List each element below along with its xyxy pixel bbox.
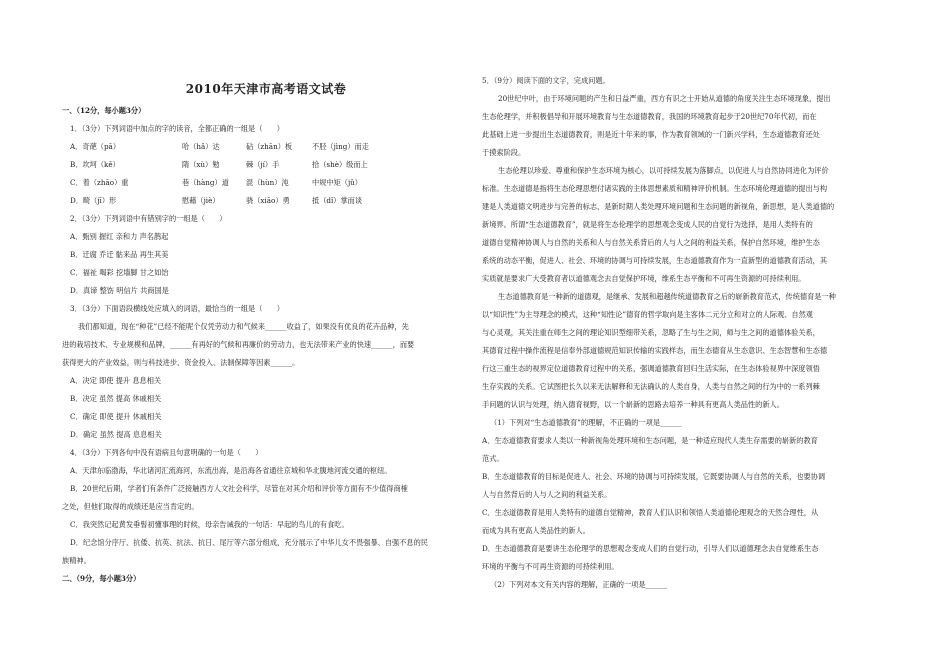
q1-d-4: 抵（dǐ）掌而谈: [312, 196, 363, 205]
q1-stem: 1．（3分）下列词语中加点的字的读音，全都正确的一组是（ ）: [70, 124, 284, 133]
q5-para-line-5: 生态伦理以珍爱、尊重和保护生态环境为核心，以可持续发展为落脚点，以促进人与自然协同进化为评价: [498, 166, 829, 175]
q1-d-1: D．畸（jī）形: [70, 196, 117, 205]
q5-para-line-2: 生态伦理学，并积极倡导和开展环境教育与生态道德教育，我国的环境教育起步于20世纪70年代初，而在: [482, 112, 817, 121]
q4-option-b: B．20世纪后期，学者们有条件广泛接触西方人文社会科学，尽管在对其介绍和评价等方面有不少值得商榷: [70, 484, 408, 493]
q5-para-line-16: 行这三重生态的视界定位道德教育过程中的关系，强调道德教育回归生活实际，在生态体验视界中深度领悟: [482, 364, 820, 373]
q5-para-line-6: 标准。生态道德是指将生态伦理思想付诸实践的主体思想素质和精神评价机制。生态环境伦理道德的提出与构: [482, 184, 828, 193]
q3-para-line-2: 进的栽培技术、专业规模和品牌，______有再好的气候和再廉价的劳动力，也无法带来产业的快速______，而要: [62, 340, 415, 349]
q5-para-line-13: 以“知识性”为主导理念的模式，这种“知性论”德育的哲学取向是主客体二元分立和对立的人际观、自然观: [482, 310, 813, 319]
q5-sub1-option-b-cont: 人与自然背后的人与人之间的利益关系。: [482, 490, 612, 499]
q1-b-4: 拾（shè）级而上: [312, 160, 368, 169]
q1-c-4: 中规中矩（jǔ）: [312, 178, 362, 187]
q1-b-3: 棘（jí）手: [246, 160, 280, 169]
q2-option-c: C．福祉 喝彩 挖墙脚 甘之如饴: [70, 268, 169, 277]
section-one-heading: 一、（12分，每小题3分）: [62, 106, 146, 115]
q3-option-a: A．决定 即使 提升 息息相关: [70, 376, 162, 385]
q3-stem: 3．（3分）下面语段横线处应填入的词语，最恰当的一组是（ ）: [70, 304, 284, 313]
q1-b-1: B．坎坷（kě）: [70, 160, 120, 169]
q5-para-line-9: 道德自觉精神协调人与自然的关系和人与自然关系背后的人与人之间的利益关系，保护自然环境，维护生态: [482, 238, 820, 247]
q5-para-line-17: 生存实践的关系。它试图把长久以来无法解释和无法确认的人类自身，人类与自然之间的行为中的一系列棘: [482, 382, 820, 391]
q3-option-d: D．确定 虽然 提高 息息相关: [70, 430, 162, 439]
q4-option-d: D．纪念馆分序厅、抗倭、抗英、抗法、抗日、尾厅等六部分组成，充分展示了中华儿女不畏强暴、自强不息的民: [70, 538, 428, 547]
q5-para-line-4: 于摸索阶段。: [482, 148, 526, 157]
q2-stem: 2．（3分）下列词语中有错别字的一组是（ ）: [70, 214, 227, 223]
q5-para-line-3: 此基础上进一步提出生态道德教育，则是近十年来的事，作为教育领域的一门新兴学科，生态道德教育还处: [482, 130, 820, 139]
q1-a-1: A．奇葩（pā）: [70, 142, 121, 151]
q1-d-2: 慰藉（jiè）: [182, 196, 220, 205]
q4-option-a: A．天津东临渤海，华北诸河汇流海河，东流出海，是沿海各省通往京城和华北腹地河流交通的枢纽。: [70, 466, 392, 475]
q4-stem: 4．（3分）下列各句中没有语病且句意明确的一句是（ ）: [70, 448, 263, 457]
q1-d-3: 骁（xiāo）勇: [246, 196, 290, 205]
q5-para-line-11: 实质就是要求广大受教育者以道德观念去自觉保护环境，维系生态平衡和不可再生资源的可持续利用。: [482, 274, 806, 283]
q5-sub1-option-c: C．生态道德教育是用人类特有的道德自觉精神，教育人们认识和领悟人类道德伦理观念的天然合理性，从: [482, 508, 819, 517]
q1-a-2: 哈（hǎ）达: [182, 142, 220, 151]
q1-b-2: 隋（xù）勉: [182, 160, 220, 169]
q5-sub1-option-d-cont: 环境的平衡与不可再生资源的可持续利用。: [482, 562, 619, 571]
q1-c-1: C．着（zhāo）重: [70, 178, 129, 187]
q5-para-line-7: 建是人类道德文明进步与完善的标志，是新时期人类处理环境问题和生态问题的新视角，新思想，是人类道德的: [482, 202, 835, 211]
q5-para-line-15: 其德育过程中操作流程是信奉外部道德规范知识传输的实践样态，而生态德育从生态意识、生态智慧和生态德: [482, 346, 828, 355]
q5-sub1-option-b: B．生态道德教育的目标是促进人、社会、环境的协调与可持续发展，它既要协调人与自然的关系，也要协调: [482, 472, 826, 481]
q1-a-3: 砧（zhān）板: [246, 142, 293, 151]
q1-c-2: 巷（hàng）道: [182, 178, 229, 187]
exam-title: 2010年天津市高考语文试卷: [185, 82, 347, 96]
q5-sub1-stem: （1）下列对“生态道德教育”的理解，不正确的一项是______: [490, 418, 682, 427]
q1-c-3: 混（hùn）沌: [246, 178, 289, 187]
q5-para-line-14: 与心灵观，其关注重在师生之间的理论知识型细带关系，忽略了生与生之间，师与生之间的道德体验关系，: [482, 328, 820, 337]
q5-para-line-8: 新境界。所谓“生态道德教育”，就是将生态伦理学的思想观念变成人民的自觉行为选择，是用人类特有的: [482, 220, 813, 229]
section-two-heading: 二、（9分，每小题3分）: [62, 574, 141, 583]
q5-para-line-12: 生态道德教育是一种新的道德观，是继承、发展和超越传统道德教育之后的崭新教育范式，传统德育是一种: [498, 292, 836, 301]
q3-option-b: B．决定 虽然 提高 休戚相关: [70, 394, 162, 403]
q4-option-d-cont: 族精神。: [62, 556, 91, 565]
q5-sub1-option-a: A．生态道德教育要求人类以一种新视角处理环境和生态问题，是一种适应现代人类生存需要的崭新的教育: [482, 436, 818, 445]
q5-stem: 5．（9分）阅读下面的文字，完成问题。: [482, 76, 610, 85]
q5-sub1-option-a-cont: 范式。: [482, 454, 504, 463]
q5-para-line-18: 手问题的认识与处理，纳入德育视野，以一个崭新的思路去培养一种具有更高人类品性的新人。: [482, 400, 784, 409]
q3-para-line-1: 我们都知道，现在“种花”已经不能呢个仅凭劳动力和气候来______收益了，如果没有优良的花卉品种，先: [78, 322, 409, 331]
q2-option-d: D．真谛 整饬 明信片 共商国是: [70, 286, 169, 295]
q5-para-line-1: 20世纪中叶，由于环境问题的产生和日益严重，西方有识之士开始从道德的角度关注生态环境现象，提出: [498, 94, 831, 103]
q3-para-line-3: 获得更大的产业效益，则与科技进步、资金投入、法制保障等因素______。: [62, 358, 300, 367]
q4-option-c: C．我突然记起黄发垂髫初懂事理的时候，母亲告诫我的一句话：早起的鸟儿的有食吃。: [70, 520, 349, 529]
q5-sub1-option-c-cont: 而成为具有更高人类品性的新人。: [482, 526, 590, 535]
q5-sub2-stem: （2）下列对本文有关内容的理解，正确的一项是______: [490, 580, 668, 589]
q1-a-4: 不胫（jìng）而走: [312, 142, 369, 151]
q3-option-c: C．确定 即使 提升 休戚相关: [70, 412, 162, 421]
q2-option-b: B．迁腐 乔迁 骷来品 再生其美: [70, 250, 169, 259]
q2-option-a: A．甄别 握红 亲和力 声名鹊起: [70, 232, 169, 241]
q4-option-b-cont: 之处，但他们取得的成绩还是应当肯定的。: [62, 502, 199, 511]
q5-para-line-10: 系统的动态平衡，促进人、社会、环境的协调与可持续发展，生态道德教育作为一直新型的道德教育活动，其: [482, 256, 828, 265]
q5-sub1-option-d: D．生态道德教育是要讲生态伦理学的思想观念变成人们的自觉行动，引导人们以道德理念去自觉维系生态: [482, 544, 819, 553]
